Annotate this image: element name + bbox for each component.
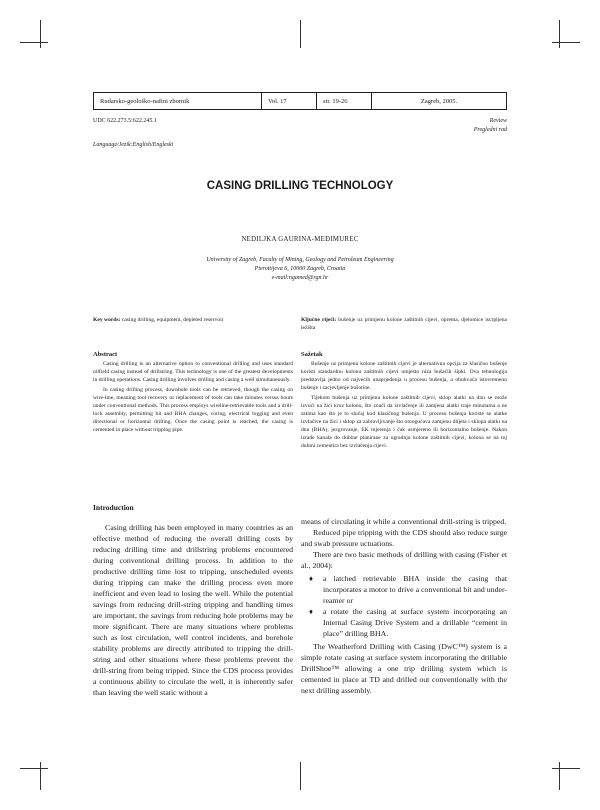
crop-mark	[300, 20, 301, 48]
sazetak-block	[301, 351, 507, 450]
diamond-bullet-icon: ♦	[309, 574, 313, 583]
crop-mark	[40, 20, 41, 48]
crop-mark	[20, 42, 48, 43]
journal-place-date: Zagreb, 2005.	[420, 97, 458, 105]
sazetak-paragraph: Tijekom bušenja uz primjenu kolone zaštitnih cijevi, sklop alatki na dnu se može izvući na žici kroz kolonu, što znači da izvlačenje ili zamjena alatki traje minutama a ne satima kao što je to slučaj kod klasičnog bušenja. U procesu bušenja koriste se alatke izvlačive na žici i sklop za zabravljivanje što omogućava zamjenu dlijeta i sklopa alatki na dnu (BHA), jezgrovanje, EK mjerenja i čak usmjereno ili horizontalno bušenje. Nakon izrade kanala do dubine planirane za ugradnju kolone zaštitnih cijevi, kolona se na toj dubini cementira bez izvlačenja cijevi.	[301, 395, 507, 449]
author-name: NEDILJKA GAURINA-MEĐIMUREC	[241, 236, 359, 243]
affiliation-email: e-mail:ngamed@rgn.hr	[271, 275, 329, 281]
crop-mark	[559, 20, 560, 48]
article-type-en: Review	[489, 118, 507, 124]
intro-paragraph: means of circulating it while a conventional drill-string is tripped.	[301, 517, 507, 526]
affiliation-institution: University of Zagreb, Faculty of Mining, Geology and Petroleum Engineering	[206, 257, 394, 263]
affiliation-address: Pierottijeva 6, 10000 Zagreb, Croatia	[254, 266, 346, 272]
crop-mark	[552, 768, 580, 769]
intro-paragraph: There are two basic methods of drilling with casing (Fisher et al., 2004):	[301, 550, 507, 570]
list-item	[301, 573, 507, 606]
keywords-text: casing drilling, equipment, depleted reservoir	[121, 317, 224, 323]
language-note: Language/Jezik:English/Engleski	[93, 142, 174, 148]
journal-name: Rudarsko-geološko-naftni zbornik	[94, 93, 262, 109]
kljucne-rijeci	[301, 316, 507, 332]
intro-right-column	[301, 516, 507, 696]
journal-header	[93, 92, 507, 110]
abstract-paragraph: Casing drilling is an alternative option to conventional drilling and uses standard oilfield casing instead of drillstring. This technology is one of the greatest developments in drilling operations. Casing drilling involves drilling and casing a well simultaneously.	[93, 361, 293, 383]
abstract-heading: Abstract	[93, 351, 118, 358]
crop-mark	[40, 762, 41, 790]
affiliation	[0, 256, 600, 283]
udc-code: UDC 622.273.5:622.245.1	[93, 118, 157, 124]
article-type-hr: Pregledni rad	[473, 127, 507, 133]
list-item	[301, 606, 507, 639]
keywords-label: Key words:	[93, 317, 121, 323]
intro-paragraph: The Weatherford Drilling with Casing (DwC™) system is a simple rotate casing at surface system incorporating the drillable DrillShoe™ allowing a one trip drilling system which is cemented in place at TD and drilled out conventionally with the next drilling assembly.	[301, 642, 507, 695]
intro-paragraph: Reduced pipe tripping with the CDS should also reduce surge and swab pressure uctuations.	[301, 528, 507, 548]
introduction-heading: Introduction	[93, 503, 134, 512]
crop-mark	[559, 762, 560, 790]
journal-volume: Vol. 17	[262, 93, 317, 109]
kljucne-text: bušenje uz primjenu kolone zaštitnih cijevi, oprema, djelomice iscrpljena ležišta	[301, 317, 507, 331]
list-item-text: a rotate the casing at surface system incorporating an Internal Casing Drive System and a drillable “cement in place” drilling BHA.	[323, 607, 507, 638]
diamond-bullet-icon: ♦	[309, 607, 313, 616]
crop-mark	[300, 762, 301, 790]
intro-left-paragraph: Casing drilling has been employed in many countries as an effective method of reducing the overall drilling costs by reducing drilling time and drillstring problems encountered during conventional drilling process. In addition to the productive drilling time lost to tripping, unscheduled events during tripping can make the drilling process even more inefficient and even lead to losing the well. While the potential savings from reducing drill-string tripping and handling times are important, the savings from reducing hole problems may be more significant. There are many situations where problems such as lost circulation, well control incidents, and borehole stability problems are directly attributed to tripping the drill-string and other situations where these problems prevent the drill-string from being tripped. Since the CDS process provides a continuous ability to circulate the well, it is inherently safer than leaving the well static without a	[93, 523, 293, 697]
journal-pages: str. 19-26	[317, 93, 372, 109]
page-title: CASING DRILLING TECHNOLOGY	[206, 180, 394, 192]
abstract-block	[93, 351, 293, 434]
sazetak-heading: Sažetak	[301, 351, 323, 358]
sazetak-paragraph: Bušenje uz primjenu kolone zaštitnih cijevi je alternativna opcija za klasično bušenje koristi standardnu kolonu zaštitnih cijevi umjesto niza bušaćih šipki. Ova tehnologija predstavlja jedno od najvećih unaprjeđenja u procesu bušenja, a obuhvaća istovremeno bušenje i zacjevljenje bušotine.	[301, 361, 507, 391]
crop-mark	[552, 42, 580, 43]
keywords	[93, 316, 293, 324]
abstract-paragraph: In casing drilling process, downhole tools can be retrieved, though the casing on wire-line, meaning tool recovery or replacement of tools can take minutes versus hours under conventional methods. This process employs wireline-retrievable tools and a drill-lock assembly, permitting bit and BHA changes, coring, electrical logging and even directional or horizontal drilling. Once the casing point is reached, the casing is cemented in place without tripping pipe.	[93, 387, 293, 433]
kljucne-label: Ključne riječi:	[301, 317, 337, 323]
crop-mark	[20, 768, 48, 769]
list-item-text: a latched retrievable BHA inside the casing that incorporates a motor to drive a conventional bit and under-reamer or	[323, 574, 507, 605]
methods-list	[301, 573, 507, 639]
